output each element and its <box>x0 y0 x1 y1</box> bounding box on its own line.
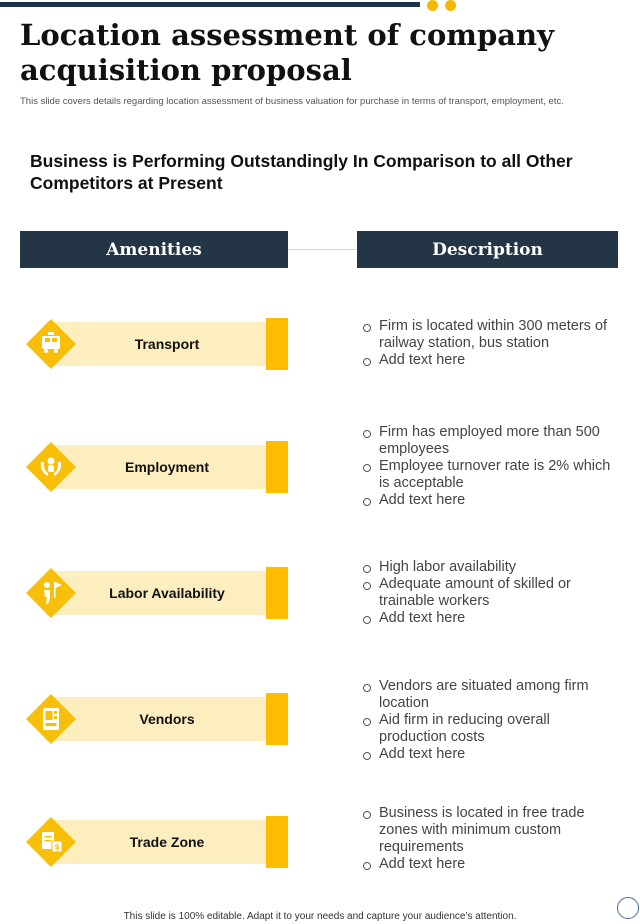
description-header-label: Description <box>432 239 543 260</box>
description-list-trade-zone <box>362 805 617 873</box>
page-title: Location assessment of company acquisition proposal <box>20 18 554 87</box>
vending-icon <box>26 694 76 744</box>
hands-person-icon <box>26 442 76 492</box>
amenities-header <box>20 231 288 268</box>
list-item: Add text here <box>362 856 617 873</box>
amenity-label: Trade Zone <box>129 834 205 850</box>
trade-document-icon <box>26 817 76 867</box>
description-list-vendors <box>362 678 617 763</box>
amenity-band <box>46 322 266 366</box>
list-item: Add text here <box>362 492 617 509</box>
description-header <box>357 231 618 268</box>
footer-note: This slide is 100% editable. Adapt it to your needs and capture your audience’s attention. <box>123 911 517 922</box>
list-item: High labor availability <box>362 559 617 576</box>
list-item: Business is located in free trade zones with minimum custom requirements <box>362 805 617 856</box>
amenity-band <box>46 571 266 615</box>
amenity-band <box>46 445 266 489</box>
amenity-tab <box>266 567 288 619</box>
list-item: Employee turnover rate is 2% which is acceptable <box>362 458 617 492</box>
worker-flag-icon <box>26 568 76 618</box>
amenities-header-label: Amenities <box>106 239 202 260</box>
amenity-tab <box>266 441 288 493</box>
headline: Business is Performing Outstandingly In Comparison to all Other Competitors at Present <box>30 151 573 193</box>
amenity-band <box>46 820 266 864</box>
amenity-tab <box>266 318 288 370</box>
amenity-tab <box>266 816 288 868</box>
amenity-band <box>46 697 266 741</box>
amenity-label: Employment <box>124 459 209 475</box>
top-accent-bar <box>0 2 420 7</box>
description-list-labor-availability <box>362 559 617 627</box>
list-item: Firm is located within 300 meters of railway station, bus station <box>362 318 617 352</box>
corner-circle <box>617 897 639 919</box>
list-item: Adequate amount of skilled or trainable workers <box>362 576 617 610</box>
amenity-label: Labor Availability <box>109 585 225 601</box>
list-item: Add text here <box>362 610 617 627</box>
header-connector <box>288 249 357 250</box>
accent-dot <box>427 0 438 11</box>
list-item: Add text here <box>362 746 617 763</box>
amenity-label: Transport <box>134 336 200 352</box>
list-item: Firm has employed more than 500 employees <box>362 424 617 458</box>
page-subtitle: This slide covers details regarding location assessment of business valuation for purchase in terms of transport, employment, etc. <box>20 96 564 107</box>
amenity-tab <box>266 693 288 745</box>
amenity-label: Vendors <box>139 711 195 727</box>
list-item: Aid firm in reducing overall production costs <box>362 712 617 746</box>
svg-text:$: $ <box>54 842 60 852</box>
list-item: Vendors are situated among firm location <box>362 678 617 712</box>
description-list-transport <box>362 318 617 369</box>
train-icon <box>26 319 76 369</box>
accent-dot <box>445 0 456 11</box>
list-item: Add text here <box>362 352 617 369</box>
description-list-employment <box>362 424 617 509</box>
